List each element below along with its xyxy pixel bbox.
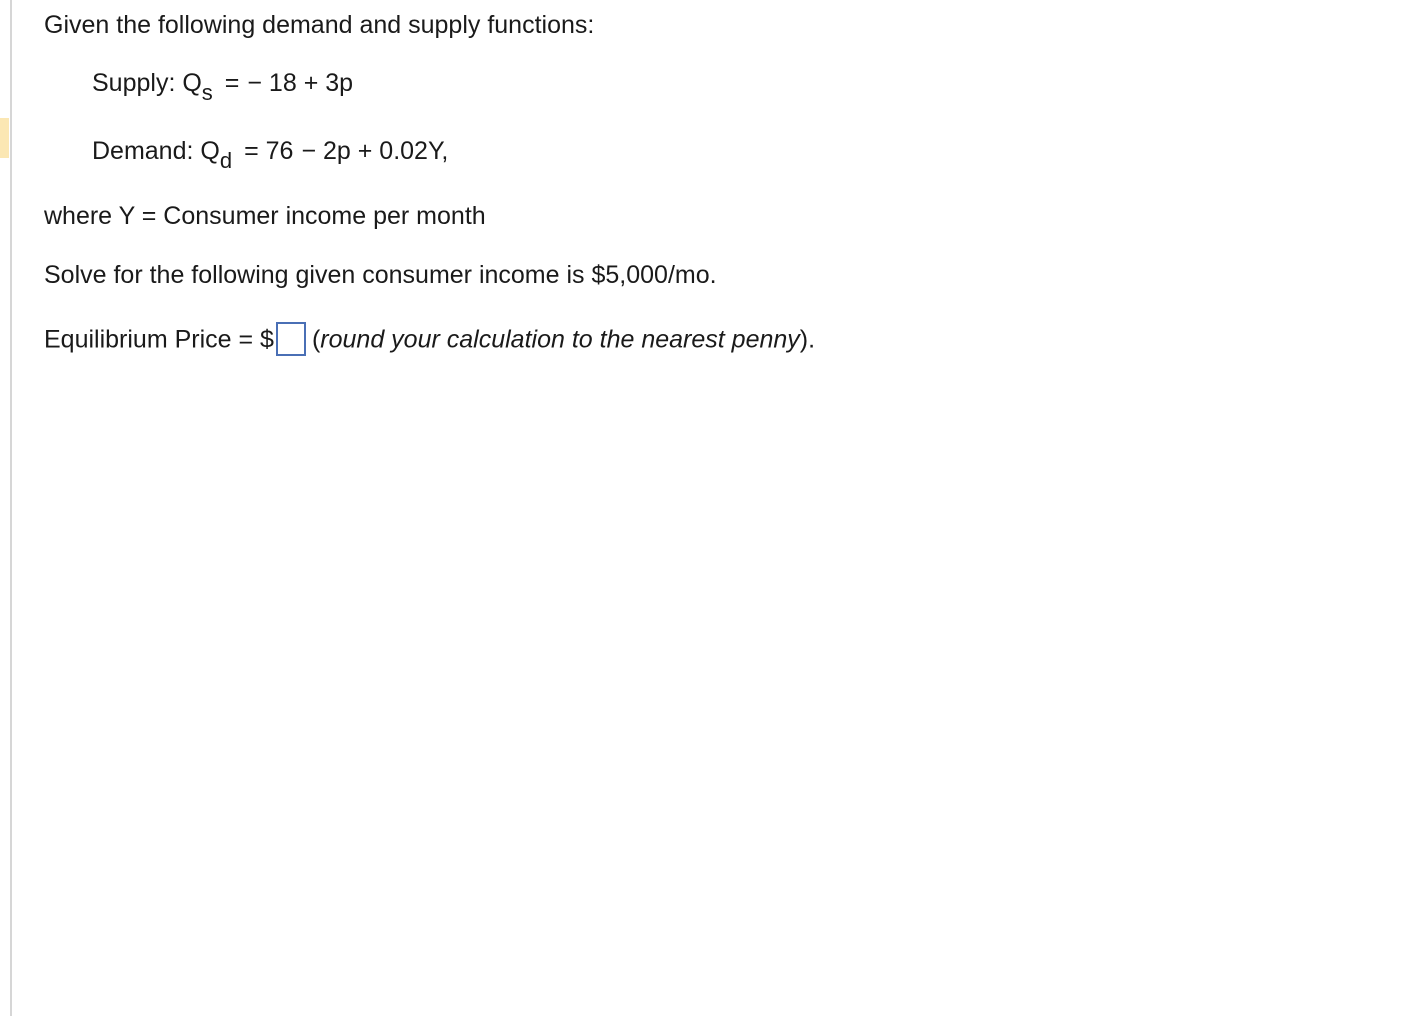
demand-subscript: d (219, 148, 233, 173)
answer-row (44, 324, 815, 358)
demand-label: Demand: Q (92, 137, 220, 165)
focus-marker (0, 118, 9, 158)
hint-text: round your calculation to the nearest penny (320, 325, 800, 354)
solve-prompt: Solve for the following given consumer income is $5,000/mo. (44, 261, 717, 289)
equilibrium-price-input[interactable] (276, 322, 306, 356)
intro-text: Given the following demand and supply functions: (44, 11, 595, 39)
supply-label: Supply: Q (92, 69, 202, 97)
demand-equation (92, 136, 449, 173)
supply-equation (92, 68, 354, 105)
supply-subscript: s (201, 80, 213, 105)
where-text: where Y = Consumer income per month (44, 202, 486, 230)
demand-rhs: − 2p + 0.02Y, (301, 137, 449, 165)
answer-label: Equilibrium Price = $ (44, 325, 274, 354)
left-divider (10, 0, 12, 1016)
demand-equals: = 76 (244, 137, 294, 165)
supply-equals: = (224, 69, 240, 97)
hint-close: ). (799, 325, 816, 354)
supply-rhs: − 18 + 3p (247, 69, 354, 97)
hint-open: ( (311, 325, 321, 354)
